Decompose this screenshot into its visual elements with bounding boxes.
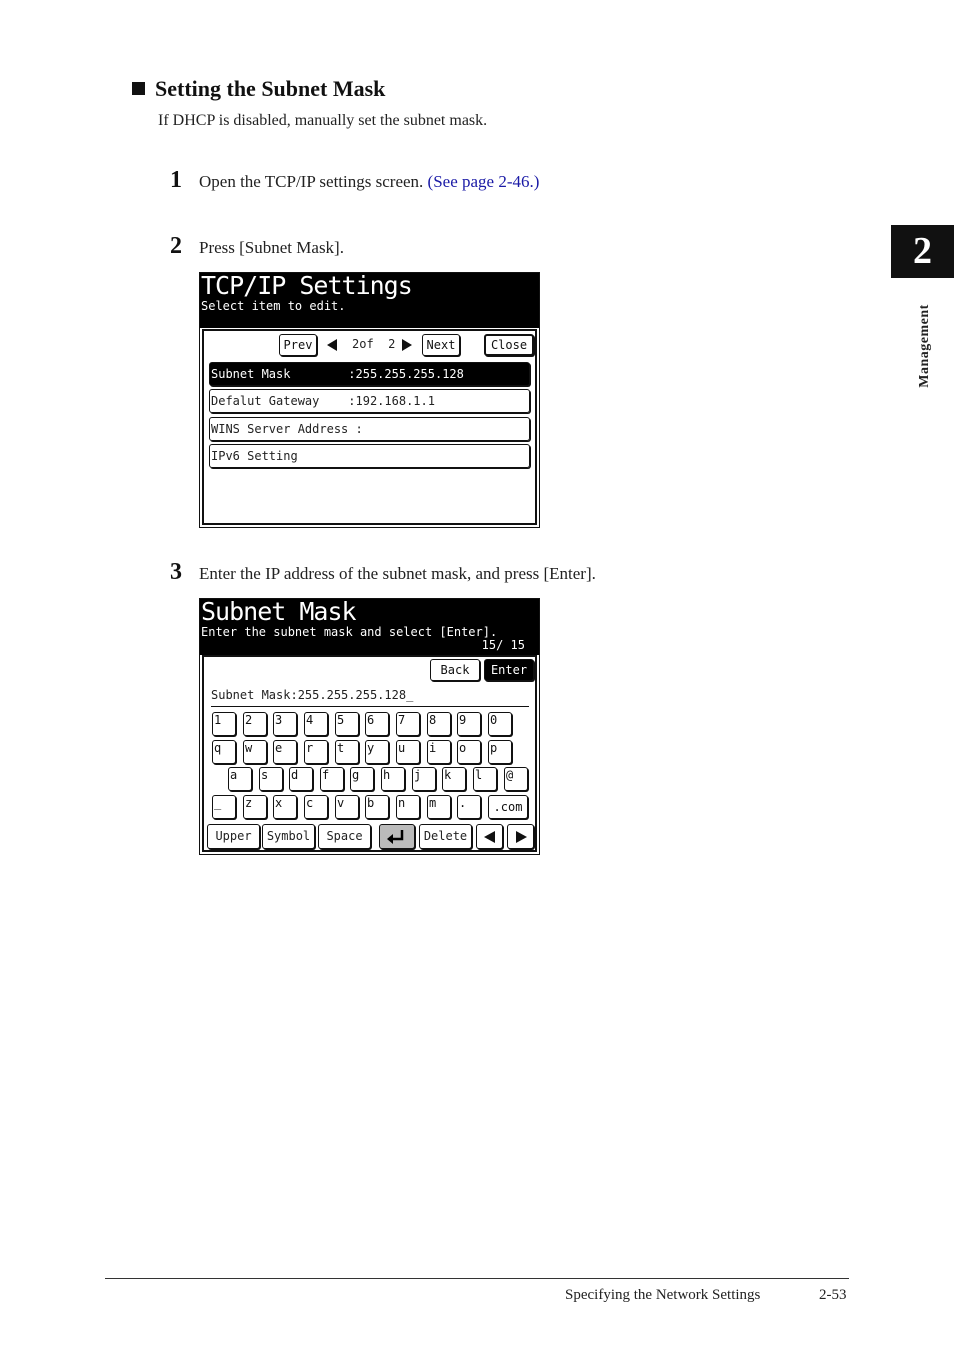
return-arrow-icon xyxy=(386,828,408,846)
key[interactable]: s xyxy=(259,767,283,791)
key[interactable]: q xyxy=(212,740,236,764)
screen-header xyxy=(200,273,539,328)
step-2-number: 2 xyxy=(170,233,182,259)
key[interactable]: a xyxy=(228,767,252,791)
key[interactable]: p xyxy=(488,740,512,764)
right-arrow-icon xyxy=(516,831,527,843)
chapter-label-text: Management xyxy=(917,304,932,388)
key[interactable]: o xyxy=(457,740,481,764)
key[interactable]: w xyxy=(243,740,267,764)
key[interactable]: t xyxy=(335,740,359,764)
setting-row-wins-server[interactable]: WINS Server Address : xyxy=(209,417,530,441)
screen-title: Subnet Mask xyxy=(201,597,356,626)
delete-button[interactable]: Delete xyxy=(419,824,472,849)
key[interactable]: j xyxy=(412,767,436,791)
back-button[interactable]: Back xyxy=(430,659,480,681)
key[interactable]: h xyxy=(381,767,405,791)
key[interactable]: i xyxy=(427,740,451,764)
key[interactable]: 7 xyxy=(396,712,420,736)
key[interactable]: f xyxy=(320,767,344,791)
next-button[interactable]: Next xyxy=(422,334,460,356)
key[interactable]: u xyxy=(396,740,420,764)
field-value: 255.255.255.128_ xyxy=(297,688,414,702)
key[interactable]: g xyxy=(350,767,374,791)
key[interactable]: y xyxy=(365,740,389,764)
key[interactable]: 1 xyxy=(212,712,236,736)
step-3-number: 3 xyxy=(170,559,182,585)
page-number: 2-53 xyxy=(819,1287,847,1303)
step-1-instruction: Open the TCP/IP settings screen. xyxy=(199,172,424,191)
bullet-square-icon xyxy=(132,82,145,95)
section-intro: If DHCP is disabled, manually set the subnet mask. xyxy=(158,112,488,129)
tcpip-settings-screen xyxy=(199,272,540,528)
key[interactable]: 4 xyxy=(304,712,328,736)
chapter-number-tab: 2 xyxy=(891,225,954,278)
dotcom-key[interactable]: .com xyxy=(488,795,528,819)
section-title xyxy=(132,76,385,102)
step-1-text xyxy=(199,172,539,192)
key[interactable]: 2 xyxy=(243,712,267,736)
key[interactable]: b xyxy=(365,795,389,819)
screen-body xyxy=(202,329,537,525)
key[interactable]: x xyxy=(273,795,297,819)
char-counter: 15/ 15 xyxy=(481,638,525,652)
step-1-number: 1 xyxy=(170,167,182,193)
key[interactable]: v xyxy=(335,795,359,819)
key[interactable]: e xyxy=(273,740,297,764)
key[interactable]: k xyxy=(442,767,466,791)
key[interactable]: @ xyxy=(504,767,528,791)
key[interactable]: 9 xyxy=(457,712,481,736)
step-3-text: Enter the IP address of the subnet mask, and press [Enter]. xyxy=(199,564,596,583)
key[interactable]: d xyxy=(289,767,313,791)
setting-row-ipv6[interactable]: IPv6 Setting xyxy=(209,444,530,468)
left-arrow-icon xyxy=(484,831,495,843)
key[interactable]: 0 xyxy=(488,712,512,736)
screen-subtitle: Select item to edit. xyxy=(201,299,346,313)
page-link[interactable]: (See page 2-46.) xyxy=(427,172,540,191)
subnet-mask-input[interactable] xyxy=(211,688,413,702)
screen-subtitle: Enter the subnet mask and select [Enter]. xyxy=(201,625,498,639)
cursor-left-button[interactable] xyxy=(476,824,503,849)
page-left-arrow-icon xyxy=(327,339,337,351)
upper-button[interactable]: Upper xyxy=(207,824,260,849)
screen-body xyxy=(202,655,537,852)
key[interactable]: 8 xyxy=(427,712,451,736)
key[interactable]: r xyxy=(304,740,328,764)
step-2-text: Press [Subnet Mask]. xyxy=(199,238,344,257)
setting-row-default-gateway[interactable]: Defalut Gateway :192.168.1.1 xyxy=(209,389,530,413)
key[interactable]: m xyxy=(427,795,451,819)
key[interactable]: . xyxy=(457,795,481,819)
subnet-mask-screen xyxy=(199,598,540,855)
key[interactable]: n xyxy=(396,795,420,819)
cursor-right-button[interactable] xyxy=(507,824,534,849)
key[interactable]: _ xyxy=(212,795,236,819)
key[interactable]: z xyxy=(243,795,267,819)
prev-button[interactable]: Prev xyxy=(279,334,317,356)
key[interactable]: 5 xyxy=(335,712,359,736)
field-label: Subnet Mask: xyxy=(211,688,298,702)
key[interactable]: 6 xyxy=(365,712,389,736)
key[interactable]: l xyxy=(473,767,497,791)
section-title-text: Setting the Subnet Mask xyxy=(155,76,386,101)
screen-title: TCP/IP Settings xyxy=(201,271,412,300)
key[interactable]: 3 xyxy=(273,712,297,736)
page-right-arrow-icon xyxy=(402,339,412,351)
page-indicator: 2of 2 xyxy=(352,337,396,351)
screen-header xyxy=(200,599,539,655)
input-underline xyxy=(211,706,529,707)
enter-key[interactable] xyxy=(379,824,415,849)
enter-button[interactable]: Enter xyxy=(484,659,534,681)
symbol-button[interactable]: Symbol xyxy=(262,824,315,849)
key[interactable]: c xyxy=(304,795,328,819)
space-button[interactable]: Space xyxy=(318,824,371,849)
footer-divider xyxy=(105,1278,849,1279)
close-button[interactable]: Close xyxy=(484,334,534,356)
footer-title: Specifying the Network Settings xyxy=(565,1287,761,1303)
setting-row-subnet-mask[interactable]: Subnet Mask :255.255.255.128 xyxy=(209,362,530,386)
chapter-label xyxy=(875,290,954,402)
